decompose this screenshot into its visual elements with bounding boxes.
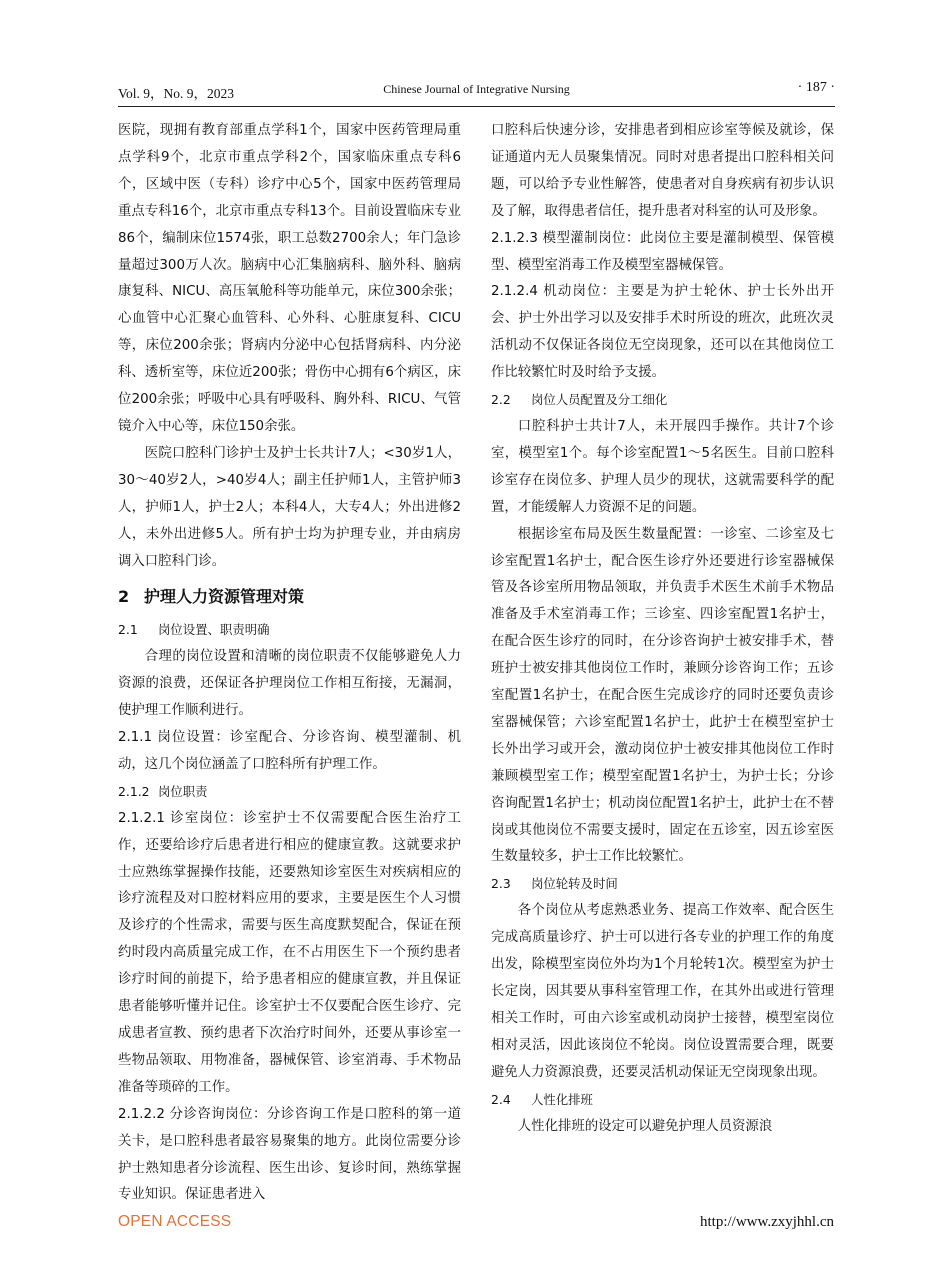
volume-info: Vol. 9，No. 9，2023 — [118, 86, 235, 101]
paragraph: 合理的岗位设置和清晰的岗位职责不仅能够避免人力资源的浪费，还保证各护理岗位工作相互衔接，无漏洞，使护理工作顺利进行。 — [118, 649, 461, 719]
subsection-title: 人性化排班 — [531, 1091, 593, 1107]
subsection-number: 2.1 — [118, 622, 138, 638]
paragraph: 口腔科护士共计7人，未开展四手操作。共计7个诊室，模型室1个。每个诊室配置1～5名医生。目前口腔科诊室存在岗位多、护理人员少的现状，这就需要科学的配置，才能缓解人力资源不足的问题。 — [491, 418, 834, 515]
page-number: · 187 · — [797, 80, 835, 95]
paragraph: 2.1.1 岗位设置：诊室配合、分诊咨询、模型灌制、机动，这几个岗位涵盖了口腔科所有护理工作。 — [118, 730, 461, 772]
left-column — [118, 118, 461, 1209]
journal-title: Chinese Journal of Integrative Nursing — [383, 82, 570, 96]
paragraph: 根据诊室布局及医生数量配置：一诊室、二诊室及七诊室配置1名护士，配合医生诊疗外还要进行诊室器械保管及各诊室所用物品领取，并负责手术医生术前手术物品准备及手术室消毒工作；三诊室、四诊室配置1名护士，在配合医生诊疗的同时，在分诊咨询护士被安排手术，替班护士被安排其他岗位工作时，兼顾分诊咨询工作；五诊室配置1名护士，在配合医生完成诊疗的同时还要负责诊室器械保管；六诊室配置1名护士，此护士在模型室护士长外出学习或开会，激动岗位护士被安排其他岗位工作时兼顾模型室工作；模型室配置1名护士，为护士长；分诊咨询配置1名护士；机动岗位配置1名护士，此护士在不替岗或其他岗位不需要支援时，固定在五诊室，因五诊室医生数量较多，护士工作比较繁忙。 — [491, 526, 834, 865]
paragraph: 2.1.2.3 模型灌制岗位：此岗位主要是灌制模型、保管模型、模型室消毒工作及模型室器械保管。 — [491, 230, 834, 273]
subsection-heading — [491, 1087, 834, 1114]
subsection-heading — [118, 779, 461, 806]
subsection-title: 岗位设置、职责明确 — [158, 622, 270, 638]
paragraph: 2.1.2.1 诊室岗位：诊室护士不仅需要配合医生治疗工作，还要给诊疗后患者进行相应的健康宣教。这就要求护士应熟练掌握操作技能，还要熟知诊室医生对疾病相应的诊疗流程及对口腔材料应用的要求，主要是医生个人习惯及诊疗的个性需求，需要与医生高度默契配合，保证在预约时段内高质量完成工作，在不占用医生下一个预约患者诊疗时间的前提下，给予患者相应的健康宣教，并且保证患者能够听懂并记住。诊室护士不仅要配合医生诊疗、完成患者宣教、预约患者下次治疗时间外，还要从事诊室一些物品领取、用物准备，器械保管、诊室消毒、手术物品准备等琐碎的工作。 — [118, 810, 461, 1095]
paragraph: 医院口腔科门诊护士及护士长共计7人；<30岁1人，30～40岁2人，>40岁4人；副主任护师1人，主管护师3人，护师1人，护士2人；本科4人，大专4人；外出进修2人，未外出进修5人。所有护士均为护理专业，并由病房调入口腔科门诊。 — [118, 445, 461, 569]
subsection-number: 2.1.2 — [118, 783, 150, 799]
subsection-title: 岗位职责 — [158, 783, 208, 799]
open-access-label: OPEN ACCESS — [118, 1213, 232, 1230]
subsection-title: 岗位轮转及时间 — [531, 876, 618, 892]
paragraph: 医院，现拥有教育部重点学科1个，国家中医药管理局重点学科9个，北京市重点学科2个，国家临床重点专科6个，区域中医（专科）诊疗中心5个，国家中医药管理局重点专科16个，北京市重点专科13个。目前设置临床专业86个，编制床位1574张，职工总数2700余人；年门急诊量超过300万人次。脑病中心汇集脑病科、脑外科、脑病康复科、NICU、高压氧舱科等功能单元，床位300余张；心血管中心汇聚心血管科、心外科、心脏康复科、CICU等，床位200余张；肾病内分泌中心包括肾病科、内分泌科、透析室等，床位近200张；骨伤中心拥有6个病区，床位200余张；呼吸中心具有呼吸科、胸外科、RICU、气管镜介入中心等，床位150余张。 — [118, 123, 461, 434]
subsection-number: 2.4 — [491, 1091, 511, 1107]
subsection-heading — [118, 617, 461, 644]
paragraph: 2.1.2.4 机动岗位：主要是为护士轮休、护士长外出开会、护士外出学习以及安排手术时所设的班次，此班次灵活机动不仅保证各岗位无空岗现象，还可以在其他岗位工作比较繁忙时及时给予支援。 — [491, 284, 834, 381]
subsection-heading — [491, 387, 834, 414]
subsection-title: 岗位人员配置及分工细化 — [531, 392, 668, 408]
section-heading — [118, 584, 461, 610]
running-header — [118, 76, 835, 107]
journal-url-link[interactable]: http://www.zxyjhhl.cn — [699, 1214, 834, 1230]
right-column — [491, 118, 834, 1140]
section-number: 2 — [118, 587, 130, 607]
section-title: 护理人力资源管理对策 — [144, 587, 305, 607]
paragraph: 2.1.2.2 分诊咨询岗位：分诊咨询工作是口腔科的第一道关卡，是口腔科患者最容易聚集的地方。此岗位需要分诊护士熟知患者分诊流程、医生出诊、复诊时间，熟练掌握专业知识。保证患者进入 — [118, 1106, 461, 1203]
subsection-number: 2.3 — [491, 876, 511, 892]
paragraph: 人性化排班的设定可以避免护理人员资源浪 — [517, 1118, 773, 1134]
paragraph: 口腔科后快速分诊，安排患者到相应诊室等候及就诊，保证通道内无人员聚集情况。同时对患者提出口腔科相关问题，可以给予专业性解答，使患者对自身疾病有初步认识及了解，取得患者信任，提升患者对科室的认可及形象。 — [491, 123, 834, 219]
paragraph: 各个岗位从考虑熟悉业务、提高工作效率、配合医生完成高质量诊疗、护士可以进行各专业的护理工作的角度出发，除模型室岗位外均为1个月轮转1次。模型室为护士长定岗，因其要从事科室管理工作，在其外出或进行管理相关工作时，可由六诊室或机动岗护士接替，模型室岗位相对灵活，因此该岗位不轮岗。岗位设置需要合理，既要避免人力资源浪费，还要灵活机动保证无空岗现象出现。 — [491, 903, 834, 1080]
subsection-heading — [491, 871, 834, 898]
subsection-number: 2.2 — [491, 392, 511, 408]
